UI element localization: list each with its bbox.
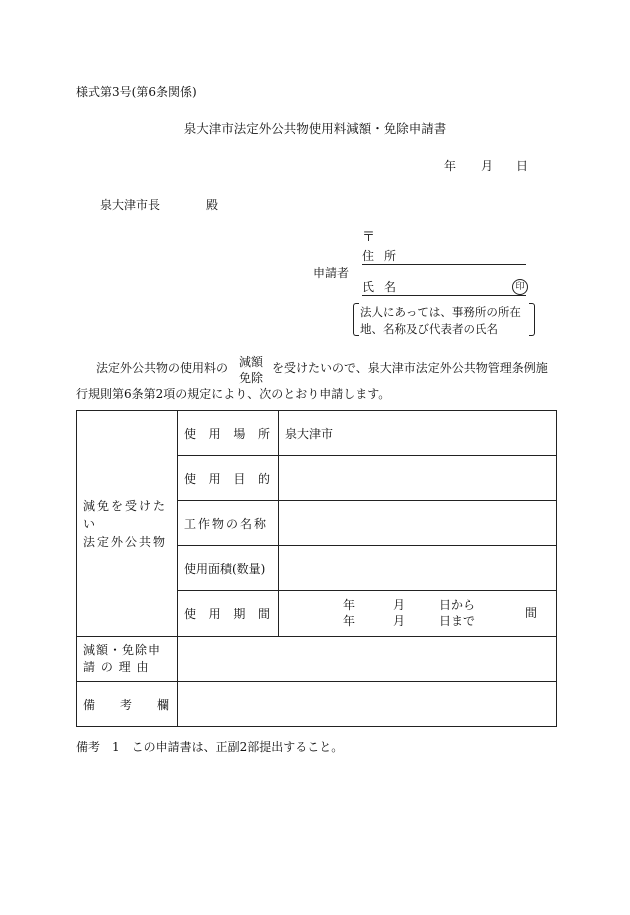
intro-text-after: を受けたいので、泉大津市法定外公共物管理条例施 — [272, 361, 548, 375]
period-label: 使 用 期 間 — [178, 591, 279, 637]
date-day: 日 — [516, 159, 529, 173]
period-year-to: 年 — [343, 614, 356, 628]
reduction-exemption-choice — [236, 354, 266, 386]
note-bracket-left — [353, 303, 359, 336]
period-month-from: 月 — [393, 598, 406, 612]
remarks-value[interactable] — [178, 682, 557, 727]
category-line1: 減免を受けたい — [83, 498, 168, 531]
period-duration: 間 — [525, 606, 538, 620]
period-year-from: 年 — [343, 598, 356, 612]
address-input-line[interactable] — [362, 264, 526, 265]
postal-mark: 〒 — [362, 230, 376, 245]
footnote: 備考 1 この申請書は、正副2部提出すること。 — [76, 740, 344, 754]
category-line2: 法定外公共物 — [83, 534, 168, 549]
applicant-label: 申請者 — [313, 266, 350, 280]
seal-mark: 印 — [512, 279, 528, 295]
addressee-honorific: 殿 — [206, 198, 219, 212]
period-day-from: 日から — [439, 598, 476, 612]
usage-area-value[interactable] — [279, 546, 557, 591]
date-year: 年 — [444, 159, 457, 173]
reason-label: 減額・免除申 請 の 理 由 — [77, 637, 178, 682]
corporate-note: 法人にあっては、事務所の所在地、名称及び代表者の氏名 — [360, 305, 521, 336]
addressee — [100, 198, 219, 212]
name-input-line[interactable] — [362, 295, 526, 296]
structure-name-label: 工作物の名称 — [178, 501, 279, 546]
period-month-to: 月 — [393, 614, 406, 628]
location-label: 使 用 場 所 — [178, 411, 279, 456]
option-reduction: 減額 — [238, 355, 263, 369]
addressee-name: 泉大津市長 — [100, 198, 161, 212]
address-label: 住 所 — [362, 249, 397, 263]
document-title: 泉大津市法定外公共物使用料減額・免除申請書 — [183, 121, 447, 136]
period-day-to: 日まで — [439, 614, 476, 628]
period-value[interactable] — [279, 591, 557, 637]
usage-area-label: 使用面積(数量) — [178, 546, 279, 591]
category-cell — [77, 411, 178, 637]
location-value[interactable]: 泉大津市 — [279, 411, 557, 456]
form-number: 様式第3号(第6条関係) — [76, 85, 197, 99]
application-table — [76, 410, 557, 727]
purpose-value[interactable] — [279, 456, 557, 501]
structure-name-value[interactable] — [279, 501, 557, 546]
intro-text-before: 法定外公共物の使用料の — [96, 361, 229, 375]
reason-value[interactable] — [178, 637, 557, 682]
remarks-label: 備 考 欄 — [77, 682, 178, 727]
purpose-label: 使 用 目 的 — [178, 456, 279, 501]
date-month: 月 — [481, 159, 494, 173]
note-bracket-right — [529, 303, 535, 336]
intro-text-line2: 行規則第6条第2項の規定により、次のとおり申請します。 — [76, 387, 391, 401]
name-label: 氏 名 — [362, 280, 397, 294]
option-exemption: 免除 — [238, 371, 263, 386]
